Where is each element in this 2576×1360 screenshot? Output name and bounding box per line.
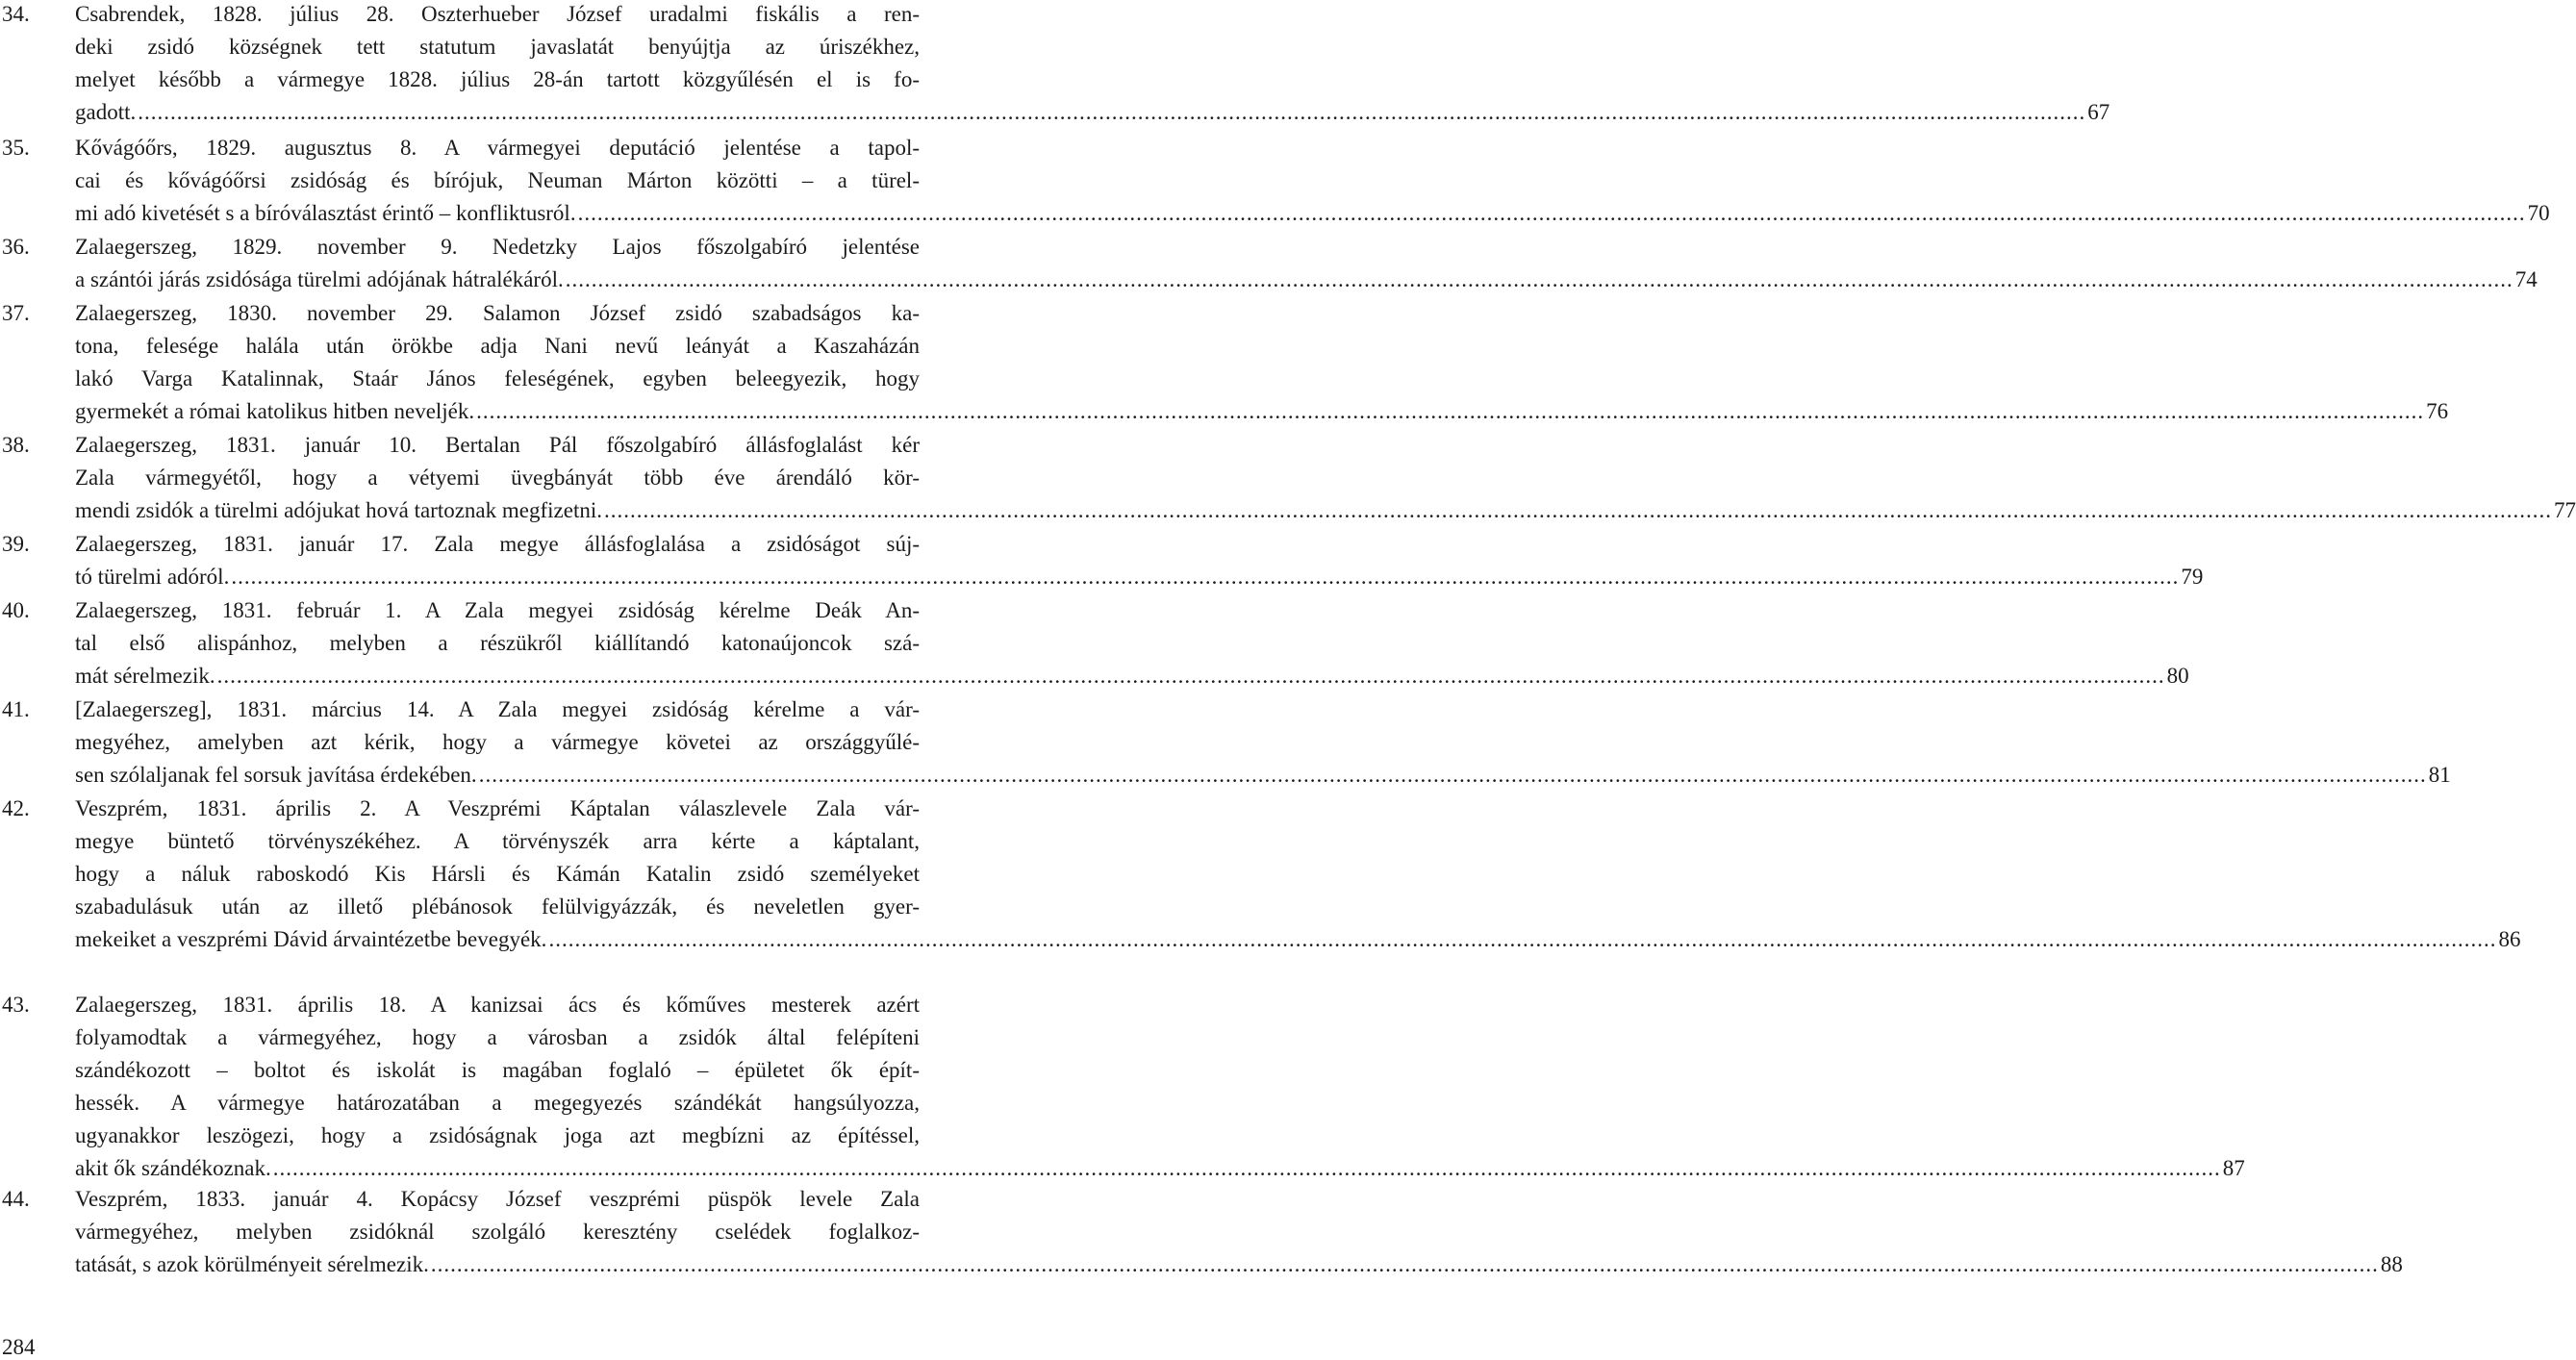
toc-entry (0, 297, 2449, 428)
entry-number: 44. (2, 1187, 30, 1211)
entry-text-line: vármegyéhez, melyben zsidóknál szolgáló keresztény cselédek foglalkoz- (75, 1220, 920, 1244)
entry-text-line: cai és kővágóőrsi zsidóság és bírójuk, Neuman Márton közötti – a türel- (75, 168, 920, 192)
entry-text-line: tal első alispánhoz, melyben a részükről kiállítandó katonaújoncok szá- (75, 631, 920, 655)
entry-text-line: megyéhez, amelyben azt kérik, hogy a vármegye követei az országgyűlé- (75, 730, 920, 754)
entry-text-line: Kővágóőrs, 1829. augusztus 8. A vármegyei deputáció jelentése a tapol- (75, 136, 920, 160)
entry-text-line: megye büntető törvényszékéhez. A törvényszék arra kérte a káptalant, (75, 829, 920, 853)
entry-text-end: akit ők szándékoznak. (75, 1156, 271, 1180)
entry-text-line: folyamodtak a vármegyéhez, hogy a városban a zsidók által felépíteni (75, 1025, 920, 1049)
entry-text-line: ugyanakkor leszögezi, hogy a zsidóságnak joga azt megbízni az építéssel, (75, 1123, 920, 1147)
entry-last-line (75, 96, 2110, 129)
dot-leader: ............................................................................................................................................................................................................................................................................................................ (430, 1252, 2379, 1276)
dot-leader: ............................................................................................................................................................................................................................................................................................................ (577, 201, 2526, 225)
dot-leader: ............................................................................................................................................................................................................................................................................................................ (548, 927, 2497, 951)
entry-number: 37. (2, 301, 30, 325)
dot-leader: ............................................................................................................................................................................................................................................................................................................ (216, 664, 2165, 688)
entry-text-end: sen szólaljanak fel sorsuk javítása érdekében. (75, 763, 477, 787)
toc-entry (0, 528, 2204, 593)
entry-last-line (75, 264, 2538, 296)
entry-text-line: deki zsidó községnek tett statutum javaslatát benyújtja az úriszékhez, (75, 35, 920, 59)
entry-text-end: mi adó kivetését s a bíróválasztást érintő – konfliktusról. (75, 201, 576, 225)
toc-entry (0, 693, 2451, 792)
entry-page-number: 79 (2181, 565, 2204, 589)
entry-page-number: 70 (2527, 201, 2550, 225)
entry-number: 36. (2, 235, 30, 259)
dot-leader: ............................................................................................................................................................................................................................................................................................................ (604, 498, 2552, 522)
entry-last-line (75, 923, 2521, 956)
toc-entry (0, 0, 2110, 129)
entry-page-number: 80 (2166, 664, 2189, 688)
entry-number: 39. (2, 532, 30, 556)
dot-leader: ............................................................................................................................................................................................................................................................................................................ (565, 267, 2513, 291)
entry-page-number: 81 (2428, 763, 2451, 787)
entry-text-line: hogy a náluk raboskodó Kis Hársli és Kámán Katalin zsidó személyeket (75, 862, 920, 886)
entry-text-line: hessék. A vármegye határozatában a megegyezés szándékát hangsúlyozza, (75, 1091, 920, 1115)
entry-text-end: tatását, s azok körülményeit sérelmezik. (75, 1252, 429, 1276)
dot-leader: ............................................................................................................................................................................................................................................................................................................ (272, 1156, 2221, 1180)
entry-last-line (75, 1248, 2403, 1281)
entry-last-line (75, 395, 2449, 428)
entry-text-line: [Zalaegerszeg], 1831. március 14. A Zala megyei zsidóság kérelme a vár- (75, 697, 920, 721)
toc-entry (0, 231, 2538, 296)
entry-text-end: mekeiket a veszprémi Dávid árvaintézetbe bevegyék. (75, 927, 547, 951)
toc-entry (0, 793, 2521, 956)
entry-last-line (75, 561, 2204, 593)
entry-page-number: 77 (2554, 498, 2576, 522)
entry-text-line: Zalaegerszeg, 1831. január 10. Bertalan Pál főszolgabíró állásfoglalást kér (75, 433, 920, 457)
entry-text-line: lakó Varga Katalinnak, Staár János feleségének, egyben beleegyezik, hogy (75, 366, 920, 390)
dot-leader: ............................................................................................................................................................................................................................................................................................................ (476, 399, 2425, 423)
entry-text-line: Veszprém, 1831. április 2. A Veszprémi Káptalan válaszlevele Zala vár- (75, 796, 920, 820)
entry-text-end: a szántói járás zsidósága türelmi adójának hátralékáról. (75, 267, 564, 291)
entry-text-end: mát sérelmezik. (75, 664, 215, 688)
entry-text-line: Zalaegerszeg, 1831. február 1. A Zala megyei zsidóság kérelme Deák An- (75, 598, 920, 622)
entry-last-line (75, 660, 2189, 693)
entry-text-end: gyermekét a római katolikus hitben neveljék. (75, 399, 475, 423)
entry-number: 40. (2, 598, 30, 622)
entry-number: 42. (2, 796, 30, 820)
entry-last-line (75, 494, 2576, 527)
entry-last-line (75, 759, 2451, 792)
entry-text-line: Zalaegerszeg, 1831. április 18. A kanizsai ács és kőműves mesterek azért (75, 993, 920, 1017)
entry-number: 41. (2, 697, 30, 721)
entry-text-line: Zalaegerszeg, 1829. november 9. Nedetzky Lajos főszolgabíró jelentése (75, 235, 920, 259)
dot-leader: ............................................................................................................................................................................................................................................................................................................ (138, 100, 2086, 124)
toc-entry (0, 1183, 2403, 1281)
entry-text-line: Zala vármegyétől, hogy a vétyemi üvegbányát több éve árendáló kör- (75, 466, 920, 490)
entry-page-number: 76 (2426, 399, 2449, 423)
toc-entry (0, 132, 2550, 230)
entry-text-line: szándékozott – boltot és iskolát is magában foglaló – épületet ők épít- (75, 1058, 920, 1082)
entry-text-line: tona, felesége halála után örökbe adja Nani nevű leányát a Kaszaházán (75, 334, 920, 358)
entry-text-line: szabadulásuk után az illető plébánosok felülvigyázzák, és neveletlen gyer- (75, 894, 920, 919)
toc-entry (0, 429, 2576, 527)
page-number: 284 (2, 1335, 36, 1359)
entry-page-number: 88 (2380, 1252, 2403, 1276)
dot-leader: ............................................................................................................................................................................................................................................................................................................ (478, 763, 2427, 787)
entry-last-line (75, 197, 2550, 230)
entry-number: 43. (2, 993, 30, 1017)
entry-last-line (75, 1152, 2245, 1185)
entry-text-line: Zalaegerszeg, 1830. november 29. Salamon József zsidó szabadságos ka- (75, 301, 920, 325)
entry-number: 35. (2, 136, 30, 160)
entry-text-line: melyet később a vármegye 1828. július 28-án tartott közgyűlésén el is fo- (75, 67, 920, 91)
entry-page-number: 74 (2514, 267, 2538, 291)
entry-text-end: mendi zsidók a türelmi adójukat hová tartoznak megfizetni. (75, 498, 602, 522)
toc-entry (0, 594, 2189, 693)
entry-number: 38. (2, 433, 30, 457)
entry-text-end: gadott. (75, 100, 137, 124)
entry-text-line: Veszprém, 1833. január 4. Kopácsy József veszprémi püspök levele Zala (75, 1187, 920, 1211)
entry-page-number: 86 (2498, 927, 2521, 951)
entry-text-line: Zalaegerszeg, 1831. január 17. Zala megye állásfoglalása a zsidóságot súj- (75, 532, 920, 556)
entry-text-line: Csabrendek, 1828. július 28. Oszterhueber József uradalmi fiskális a ren- (75, 2, 920, 26)
entry-text-end: tó türelmi adóról. (75, 565, 230, 589)
dot-leader: ............................................................................................................................................................................................................................................................................................................ (231, 565, 2180, 589)
entry-page-number: 87 (2222, 1156, 2245, 1180)
toc-entry (0, 989, 2245, 1185)
entry-page-number: 67 (2087, 100, 2110, 124)
entry-number: 34. (2, 2, 30, 26)
